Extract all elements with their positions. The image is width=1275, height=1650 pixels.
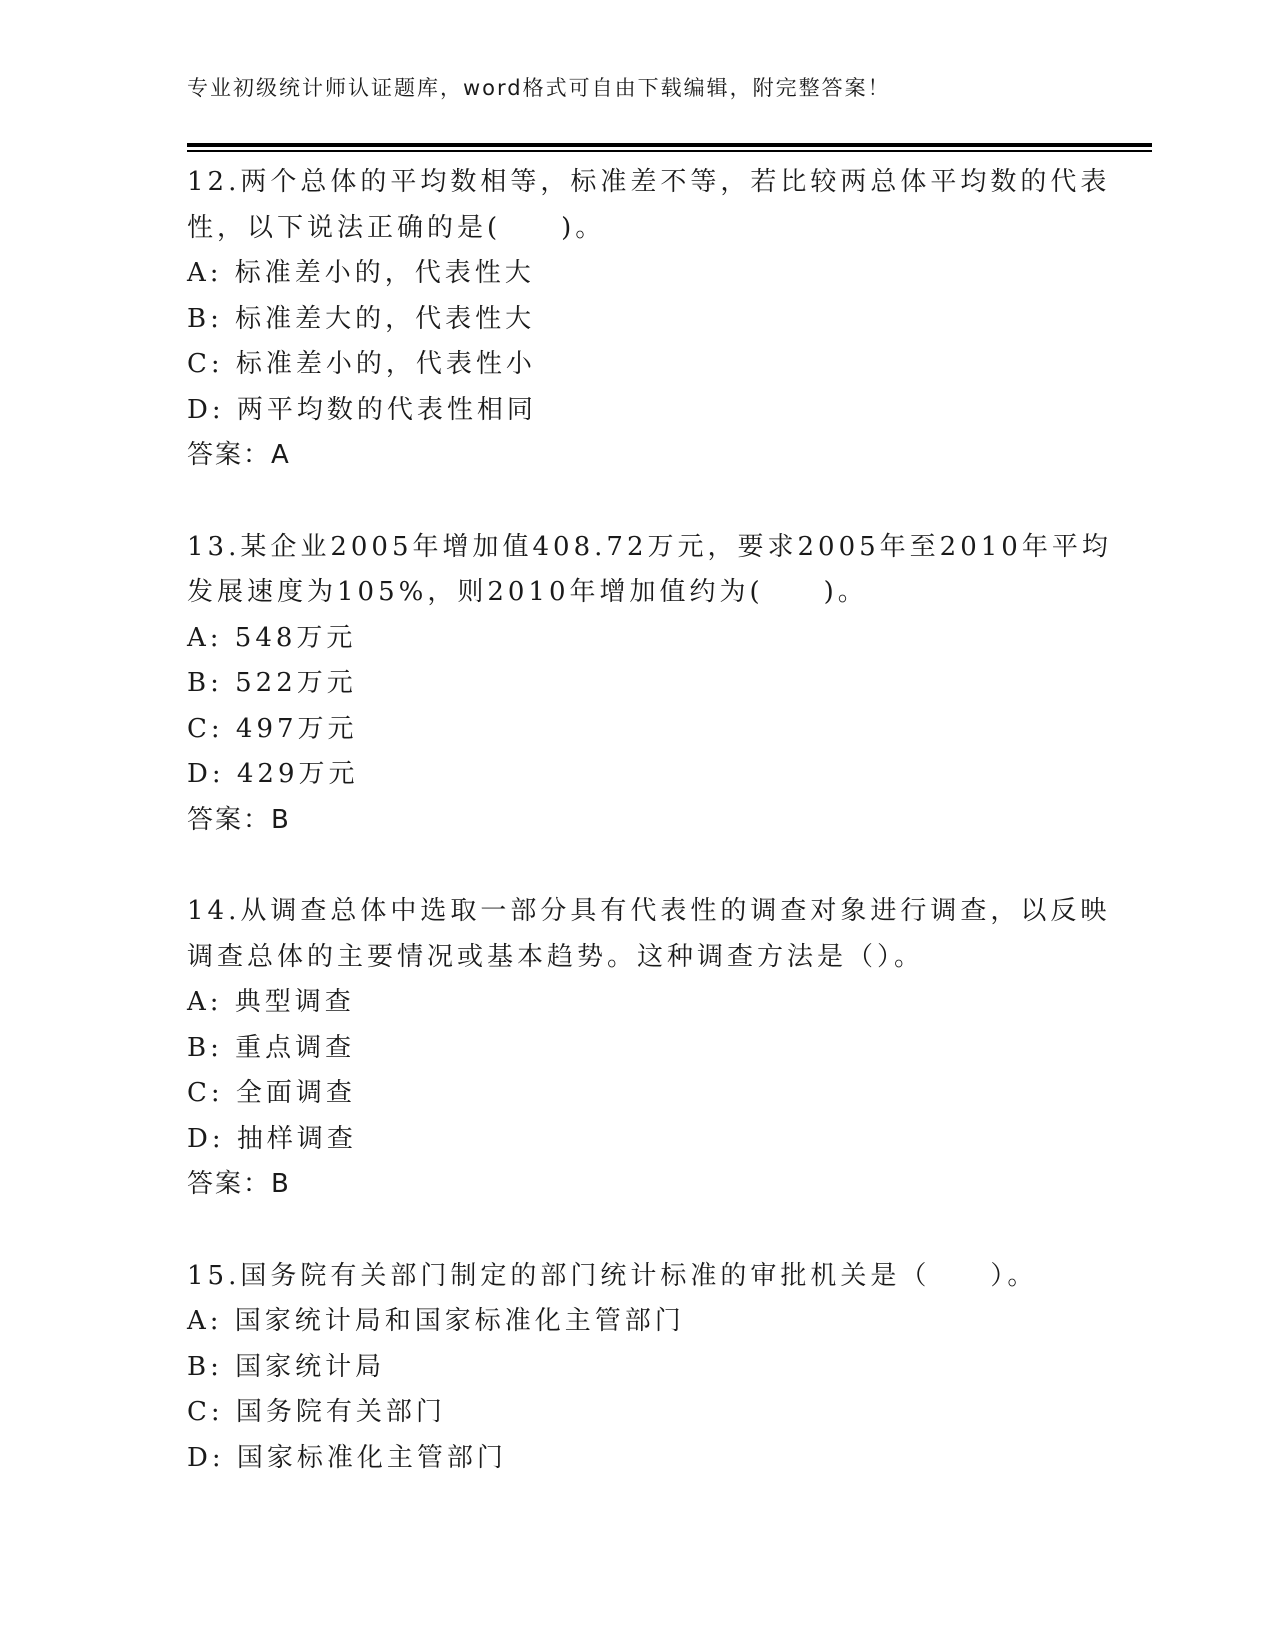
question-stem-line: 性，以下说法正确的是( )。	[187, 212, 606, 243]
option-b: B: 国家统计局	[187, 1351, 386, 1382]
question-13	[187, 525, 1112, 844]
question-stem-line: 12.两个总体的平均数相等，标准差不等，若比较两总体平均数的代表	[187, 167, 1111, 197]
question-12	[187, 160, 1111, 479]
question-stem-line: 14.从调查总体中选取一部分具有代表性的调查对象进行调查，以反映	[187, 896, 1111, 926]
question-14	[187, 889, 1111, 1208]
option-c: C: 国务院有关部门	[187, 1397, 446, 1427]
question-list	[187, 160, 1112, 1527]
option-a: A: 国家统计局和国家标准化主管部门	[187, 1306, 685, 1336]
option-d: D: 抽样调查	[187, 1123, 357, 1154]
question-stem-line: 15.国务院有关部门制定的部门统计标准的审批机关是（ ）。	[187, 1260, 1038, 1291]
option-d: D: 429万元	[187, 759, 359, 789]
option-d: D: 国家标准化主管部门	[187, 1442, 507, 1473]
question-stem-line: 13.某企业2005年增加值408.72万元，要求2005年至2010年平均	[187, 531, 1112, 562]
option-b: B: 522万元	[187, 668, 357, 698]
question-stem-line: 调查总体的主要情况或基本趋势。这种调查方法是（）。	[187, 941, 925, 972]
option-c: C: 标准差小的，代表性小	[187, 349, 536, 379]
question-15	[187, 1254, 1087, 1482]
option-b: B: 标准差大的，代表性大	[187, 303, 536, 334]
header-rule-thick	[187, 143, 1152, 147]
option-b: B: 重点调查	[187, 1032, 356, 1063]
answer: 答案：A	[187, 440, 291, 470]
option-c: C: 497万元	[187, 713, 358, 744]
page-header: 专业初级统计师认证题库，word格式可自由下载编辑，附完整答案！	[187, 76, 891, 100]
option-a: A: 548万元	[187, 622, 357, 653]
option-a: A: 标准差小的，代表性大	[187, 258, 535, 288]
option-a: A: 典型调查	[187, 987, 355, 1017]
answer: 答案：B	[187, 804, 291, 835]
option-d: D: 两平均数的代表性相同	[187, 394, 537, 425]
question-stem-line: 发展速度为105%，则2010年增加值约为( )。	[187, 577, 868, 607]
answer: 答案：B	[187, 1169, 291, 1199]
option-c: C: 全面调查	[187, 1078, 356, 1108]
header-rule-thin	[187, 150, 1152, 152]
